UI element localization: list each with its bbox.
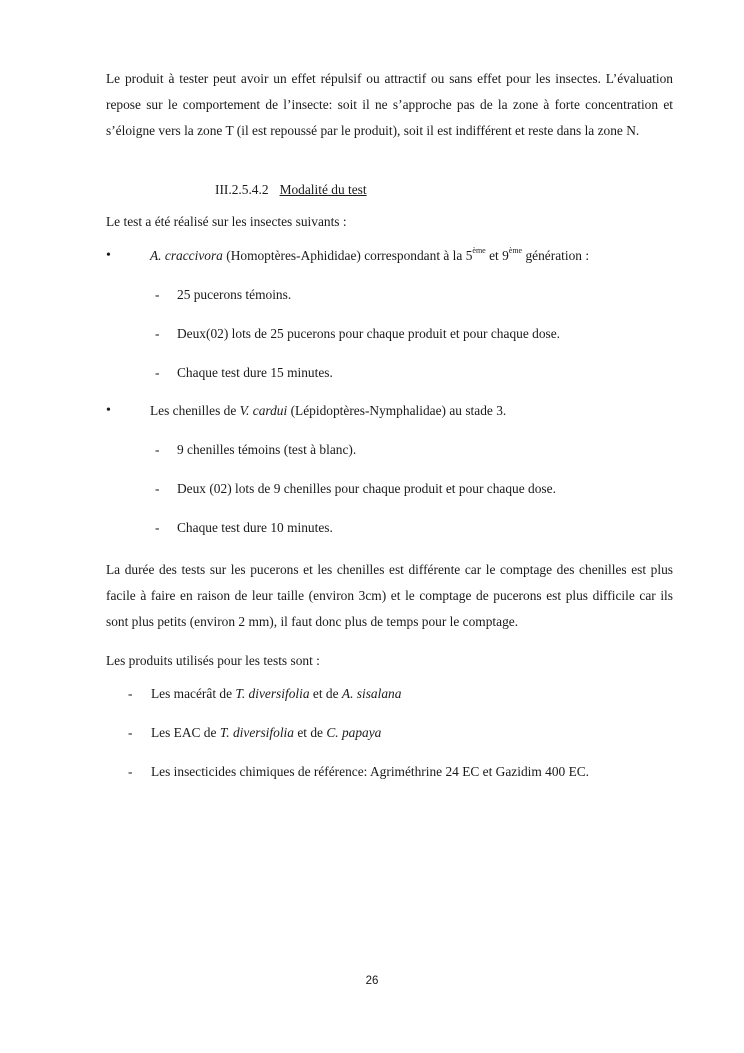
duration-paragraph: La durée des tests sur les pucerons et les chenilles est différente car le comptage des chenilles est plus facile à faire en raison de leur taille (environ 3cm) et le comptage de pucerons est plus difficile car ils sont plus petits (environ 2 mm), il faut donc plus de temps pour le comptage. (106, 562, 673, 629)
page-number: 26 (365, 975, 379, 987)
bullet-marker: • (106, 403, 111, 418)
products-intro-block (106, 648, 673, 674)
section-number: III.2.5.4.2 (215, 182, 269, 197)
document-page (106, 66, 673, 144)
species-name: A. craccivora (150, 248, 223, 263)
section-title: Modalité du test (279, 182, 367, 197)
bullet-aphid-text: A. craccivora (Homoptères-Aphididae) correspondant à la 5ème et 9ème génération : (150, 246, 590, 263)
test-intro: Le test a été réalisé sur les insectes suivants : (106, 214, 347, 229)
section-heading (215, 182, 367, 198)
products-intro: Les produits utilisés pour les tests sont : (106, 653, 320, 668)
bullet-caterpillar-text: Les chenilles de V. cardui (Lépidoptères-Nymphalidae) au stade 3. (150, 403, 507, 418)
intro-paragraph: Le produit à tester peut avoir un effet répulsif ou attractif ou sans effet pour les insectes. L’évaluation repose sur le comportement de l’insecte: soit il ne s’approche pas de la zone à forte concentration et s’éloigne vers la zone T (il est repoussé par le produit), soit il est indifférent et reste dans la zone N. (106, 71, 673, 138)
duration-paragraph-block (106, 557, 673, 635)
test-intro-block (106, 209, 673, 235)
species-name: V. cardui (239, 403, 288, 418)
bullet-marker: • (106, 248, 111, 263)
